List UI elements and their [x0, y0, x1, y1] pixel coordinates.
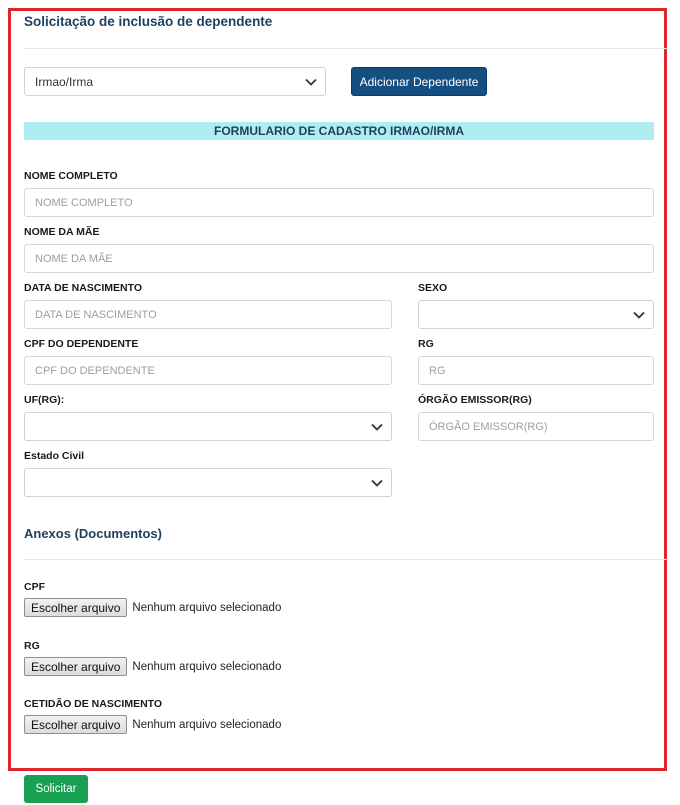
attachments-title: Anexos (Documentos)	[24, 526, 162, 541]
estado-civil-select[interactable]	[24, 468, 392, 497]
data-nascimento-placeholder: DATA DE NASCIMENTO	[35, 308, 157, 321]
add-dependent-button[interactable]: Adicionar Dependente	[351, 67, 487, 96]
no-file-text: Nenhum arquivo selecionado	[132, 601, 282, 614]
no-file-text: Nenhum arquivo selecionado	[132, 718, 282, 731]
nome-mae-placeholder: NOME DA MÃE	[35, 252, 113, 265]
nome-mae-input[interactable]	[24, 244, 654, 273]
attachment-certidao-label: CETIDÃO DE NASCIMENTO	[24, 698, 163, 710]
cpf-label: CPF DO DEPENDENTE	[24, 338, 139, 350]
orgao-emissor-label: ÓRGÃO EMISSOR(RG)	[418, 394, 532, 406]
form-banner: FORMULARIO DE CADASTRO IRMAO/IRMA	[24, 122, 654, 140]
attachment-certidao-row	[24, 715, 281, 734]
cpf-input[interactable]	[24, 356, 392, 385]
choose-file-button[interactable]: Escolher arquivo	[24, 657, 127, 676]
sexo-label: SEXO	[418, 282, 448, 294]
orgao-emissor-input[interactable]	[418, 412, 654, 441]
no-file-text: Nenhum arquivo selecionado	[132, 660, 282, 673]
orgao-emissor-placeholder: ÓRGÃO EMISSOR(RG)	[429, 420, 548, 433]
chevron-down-icon	[371, 479, 383, 487]
uf-rg-label: UF(RG):	[24, 394, 65, 406]
nome-completo-placeholder: NOME COMPLETO	[35, 196, 133, 209]
attachment-rg-label: RG	[24, 640, 40, 652]
divider	[24, 48, 668, 49]
nome-mae-label: NOME DA MÃE	[24, 226, 100, 238]
attachment-cpf-label: CPF	[24, 581, 45, 593]
uf-rg-select[interactable]	[24, 412, 392, 441]
nome-completo-input[interactable]	[24, 188, 654, 217]
cpf-placeholder: CPF DO DEPENDENTE	[35, 364, 155, 377]
rg-placeholder: RG	[429, 364, 446, 377]
divider	[24, 559, 668, 560]
data-nascimento-label: DATA DE NASCIMENTO	[24, 282, 143, 294]
dependent-type-value: Irmao/Irma	[35, 74, 94, 89]
sexo-select[interactable]	[418, 300, 654, 329]
estado-civil-label: Estado Civil	[24, 450, 85, 462]
chevron-down-icon	[633, 311, 645, 319]
chevron-down-icon	[371, 423, 383, 431]
page-title: Solicitação de inclusão de dependente	[24, 14, 273, 29]
nome-completo-label: NOME COMPLETO	[24, 170, 118, 182]
choose-file-button[interactable]: Escolher arquivo	[24, 715, 127, 734]
choose-file-button[interactable]: Escolher arquivo	[24, 598, 127, 617]
data-nascimento-input[interactable]	[24, 300, 392, 329]
attachment-rg-row	[24, 657, 281, 676]
submit-button[interactable]: Solicitar	[24, 775, 88, 803]
rg-label: RG	[418, 338, 434, 350]
attachment-cpf-row	[24, 598, 281, 617]
chevron-down-icon	[305, 78, 317, 86]
dependent-type-select[interactable]	[24, 67, 326, 96]
rg-input[interactable]	[418, 356, 654, 385]
